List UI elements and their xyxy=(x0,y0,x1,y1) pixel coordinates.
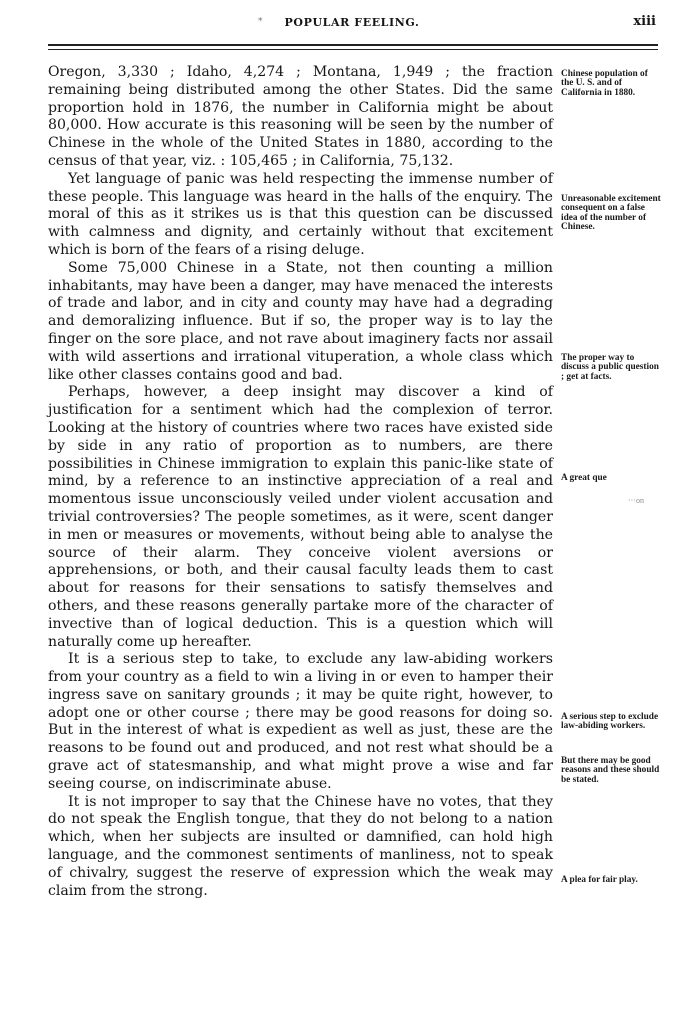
margin-note-serious-step: A serious step to exclude law-abiding workers. xyxy=(561,712,659,732)
paragraph-6: It is not improper to say that the Chinese have no votes, that they do not speak the English tongue, that they do not belong to a nation which, when her subjects are insulted or damnified, can hold high language, and the commonest sentiments of manliness, not to speak of chivalry, suggest the reserve of expression which the weak may claim from the strong. xyxy=(48,793,553,899)
page-number: xiii xyxy=(633,14,656,29)
paragraph-4: Perhaps, however, a deep insight may discover a kind of justification for a sentiment which had the complexion of terror. Looking at the history of countries where two races have existed side by side in any ratio of proportion as to numbers, are there possibilities in Chinese immigration to explain this panic-like state of mind, by a reference to an instinctive appreciation of a real and momentous issue unconsciously veiled under violent accusation and trivial controversies? The people sometimes, as it were, scent danger in men or measures or movements, without being able to analyse the source of their alarm. They conceive violent aversions or apprehensions, or both, and their causal faculty leads them to cast about for reasons for their sensations to satisfy themselves and others, and these reasons generally partake more of the character of invective than of logical deduction. This is a question which will naturally come up hereafter. xyxy=(48,384,553,650)
header-rule-thick xyxy=(48,44,658,46)
margin-note-great-question: A great que xyxy=(561,473,607,483)
body-text xyxy=(48,64,553,900)
paragraph-1: Oregon, 3,330 ; Idaho, 4,274 ; Montana, 1,949 ; the fraction remaining being distributed among the other States. Did the same proportion hold in 1876, the number in California might be about 80,000. How accurate is this reasoning will be seen by the number of Chinese in the whole of the United States in 1880, according to the census of that year, viz. : 105,465 ; in California, 75,132. xyxy=(48,64,553,169)
running-head xyxy=(48,14,656,32)
header-rule-thin xyxy=(48,49,658,50)
margin-note-unreasonable-excitement: Unreasonable excitement consequent on a false idea of the number of Chinese. xyxy=(561,194,661,233)
paragraph-3: Some 75,000 Chinese in a State, not then counting a million inhabitants, may have been a danger, may have menaced the interests of trade and labor, and in city and county may have had a degrading and demoralizing influence. But if so, the proper way is to lay the finger on the sore place, and not rave about imaginery facts nor assail with wild assertions and irrational vituperation, a whole class which like other classes contains good and bad. xyxy=(48,259,553,383)
margin-note-good-reasons: But there may be good reasons and these should be stated. xyxy=(561,756,660,785)
paragraph-2: Yet language of panic was held respecting the immense number of these people. This language was heard in the halls of the enquiry. The moral of this as it strikes us is that this question can be discussed with calmness and dignity, and certainly without that excitement which is born of the fears of a rising deluge. xyxy=(48,170,553,258)
margin-note-proper-way: The proper way to discuss a public question ; get at facts. xyxy=(561,353,659,382)
margin-note-fragment: ···on xyxy=(628,496,644,505)
running-title: POPULAR FEELING. xyxy=(284,16,420,29)
margin-note-fair-play: A plea for fair play. xyxy=(561,875,638,885)
header-ornament: * xyxy=(258,17,263,27)
paragraph-5: It is a serious step to take, to exclude any law-abiding workers from your country as a field to win a living in or even to hamper their ingress save on sanitary grounds ; it may be quite right, however, to adopt one or other course ; there may be good reasons for doing so. But in the interest of what is expedient as well as just, these are the reasons to be found out and produced, and not rest what should be a grave act of statesmanship, and what might prove a wise and far seeing course, on indiscriminate abuse. xyxy=(48,651,553,792)
margin-note-chinese-population: Chinese population of the U. S. and of California in 1880. xyxy=(561,69,648,98)
